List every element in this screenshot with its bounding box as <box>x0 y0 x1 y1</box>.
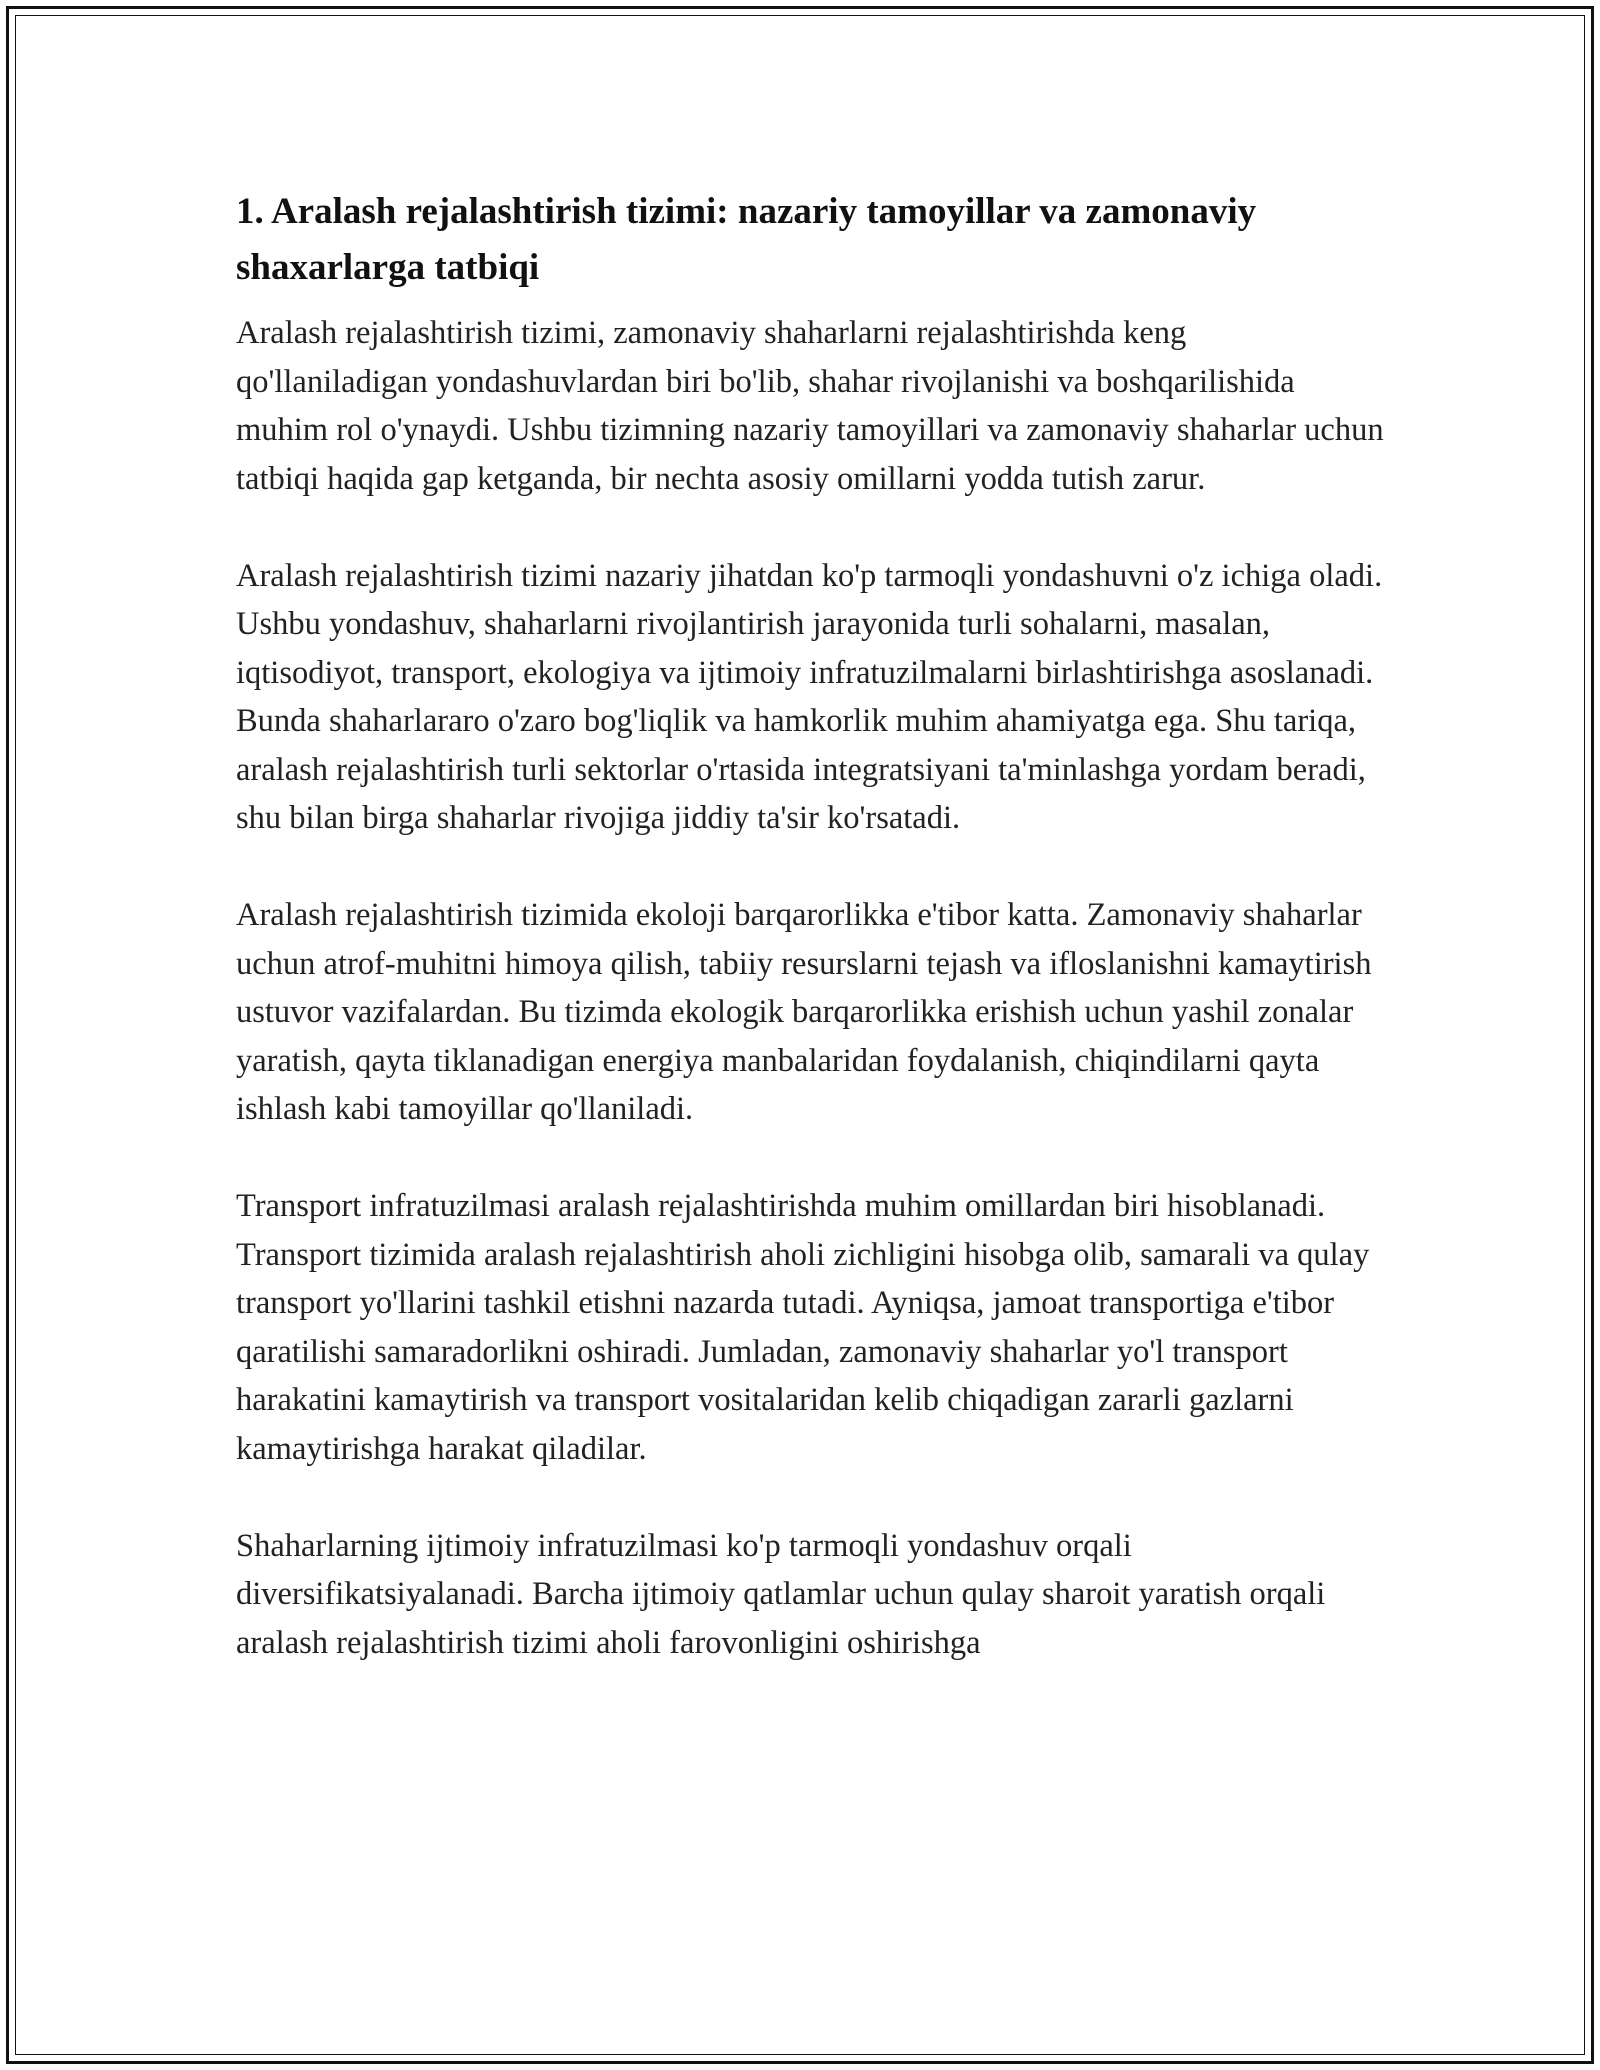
section-title: 1. Aralash rejalashtirish tizimi: nazariy tamoyillar va zamonaviy shaxarlarga tatbiqi <box>236 191 1257 288</box>
document-body <box>236 184 1386 1667</box>
paragraph-intro: Aralash rejalashtirish tizimi, zamonaviy shaharlarni rejalashtirishda keng qo'llaniladigan yondashuvlardan biri bo'lib, shahar rivojlanishi va boshqarilishida muhim rol o'ynaydi. Ushbu tizimning nazariy tamoyillari va zamonaviy shaharlar uchun tatbiqi haqida gap ketganda, bir nechta asosiy omillarni yodda tutish zarur. <box>236 315 1384 497</box>
paragraph-ecology: Aralash rejalashtirish tizimida ekoloji barqarorlikka e'tibor katta. Zamonaviy shaharlar uchun atrof-muhitni himoya qilish, tabiiy resurslarni tejash va ifloslanishni kamaytirish ustuvor vazifalardan. Bu tizimda ekologik barqarorlikka erishish uchun yashil zonalar yaratish, qayta tiklanadigan energiya manbalaridan foydalanish, chiqindilarni qayta ishlash kabi tamoyillar qo'llaniladi. <box>236 897 1372 1127</box>
paragraph-theory: Aralash rejalashtirish tizimi nazariy jihatdan ko'p tarmoqli yondashuvni o'z ichiga oladi. Ushbu yondashuv, shaharlarni rivojlantirish jarayonida turli sohalarni, masalan, iqtisodiyot, transport, ekologiya va ijtimoiy infratuzilmalarni birlashtirishga asoslanadi. Bunda shaharlararo o'zaro bog'liqlik va hamkorlik muhim ahamiyatga ega. Shu tariqa, aralash rejalashtirish turli sektorlar o'rtasida integratsiyani ta'minlashga yordam beradi, shu bilan birga shaharlar rivojiga jiddiy ta'sir ko'rsatadi. <box>236 557 1383 836</box>
paragraph-social: Shaharlarning ijtimoiy infratuzilmasi ko'p tarmoqli yondashuv orqali diversifikatsiyalanadi. Barcha ijtimoiy qatlamlar uchun qulay sharoit yaratish orqali aralash rejalashtirish tizimi aholi farovonligini oshirishga <box>236 1527 1326 1661</box>
paragraph-transport: Transport infratuzilmasi aralash rejalashtirishda muhim omillardan biri hisoblanadi. Transport tizimida aralash rejalashtirish aholi zichligini hisobga olib, samarali va qulay transport yo'llarini tashkil etishni nazarda tutadi. Ayniqsa, jamoat transportiga e'tibor qaratilishi samaradorlikni oshiradi. Jumladan, zamonaviy shaharlar yo'l transport harakatini kamaytirish va transport vositalaridan kelib chiqadigan zararli gazlarni kamaytirishga harakat qiladilar. <box>236 1188 1370 1467</box>
